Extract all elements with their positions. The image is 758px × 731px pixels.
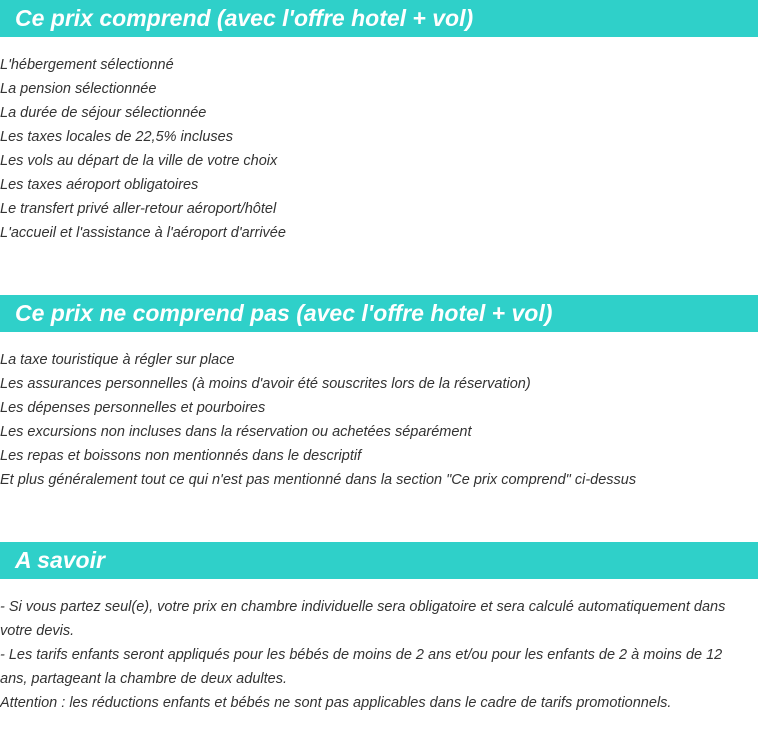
info-paragraph: - Les tarifs enfants seront appliqués pour les bébés de moins de 2 ans et/ou pour les enfants de 2 à moins de 12 ans, partageant la chambre de deux adultes. — [0, 647, 723, 687]
info-paragraph: - Si vous partez seul(e), votre prix en chambre individuelle sera obligatoire et sera calculé automatiquement dans votre devis. — [0, 599, 726, 639]
list-item: L'accueil et l'assistance à l'aéroport d'arrivée — [0, 225, 286, 241]
list-item: La taxe touristique à régler sur place — [0, 352, 235, 368]
list-item: La durée de séjour sélectionnée — [0, 105, 207, 121]
includes-section — [0, 0, 758, 245]
list-item: Et plus généralement tout ce qui n'est pas mentionné dans la section "Ce prix comprend" ci-dessus — [0, 472, 637, 488]
list-item: La pension sélectionnée — [0, 81, 157, 97]
info-body — [0, 595, 752, 715]
excludes-list — [0, 348, 758, 492]
list-item: Les vols au départ de la ville de votre choix — [0, 153, 278, 169]
includes-title: Ce prix comprend (avec l'offre hotel + vol) — [0, 0, 758, 37]
info-title: A savoir — [0, 542, 758, 579]
list-item: Les repas et boissons non mentionnés dans le descriptif — [0, 448, 362, 464]
list-item: Les assurances personnelles (à moins d'avoir été souscrites lors de la réservation) — [0, 376, 531, 392]
list-item: Les taxes locales de 22,5% incluses — [0, 129, 233, 145]
info-section — [0, 542, 758, 715]
list-item: Les excursions non incluses dans la réservation ou achetées séparément — [0, 424, 472, 440]
excludes-section — [0, 295, 758, 492]
list-item: Le transfert privé aller-retour aéroport/hôtel — [0, 201, 277, 217]
info-paragraph: Attention : les réductions enfants et bébés ne sont pas applicables dans le cadre de tarifs promotionnels. — [0, 695, 672, 711]
list-item: Les taxes aéroport obligatoires — [0, 177, 199, 193]
excludes-title: Ce prix ne comprend pas (avec l'offre hotel + vol) — [0, 295, 758, 332]
list-item: L'hébergement sélectionné — [0, 57, 174, 73]
includes-list — [0, 53, 758, 245]
list-item: Les dépenses personnelles et pourboires — [0, 400, 266, 416]
